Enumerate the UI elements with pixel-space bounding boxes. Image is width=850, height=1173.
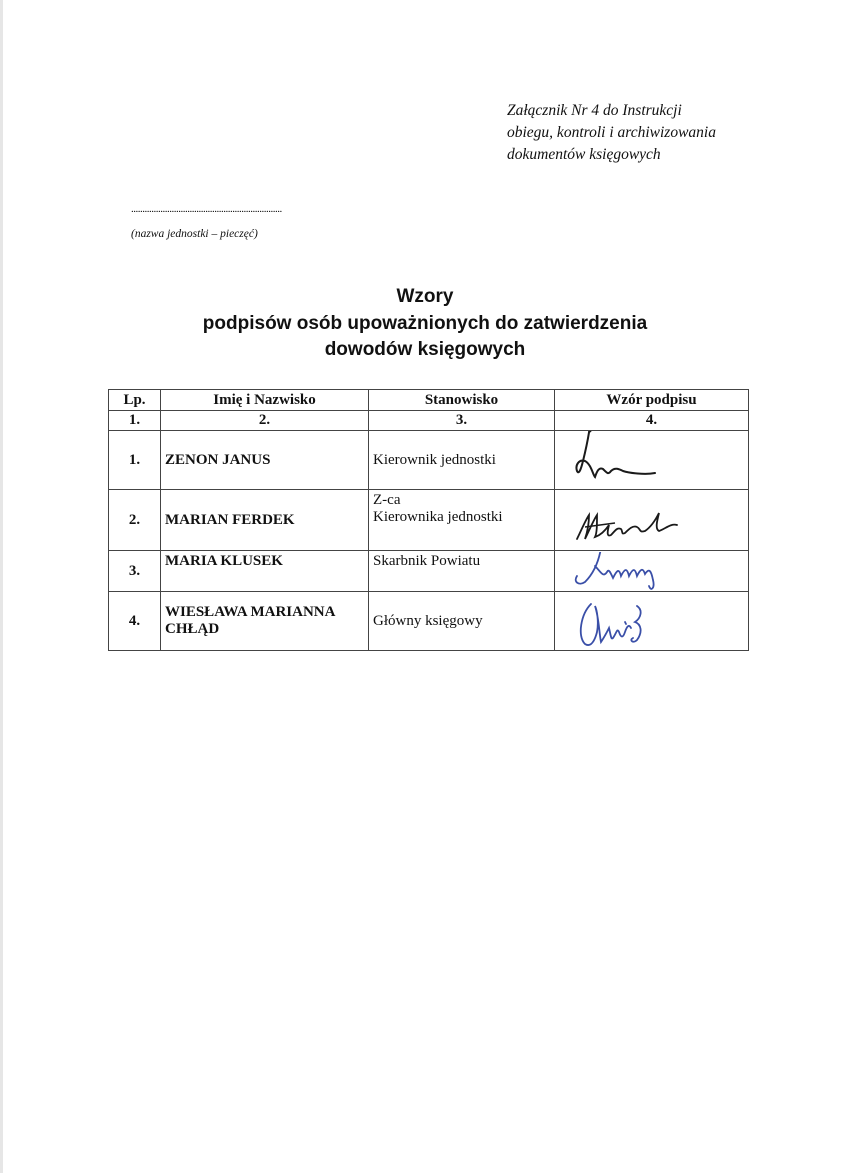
title-line-3: dowodów księgowych [324, 339, 526, 360]
annex-line-1: Załącznik Nr 4 do Instrukcji [507, 102, 682, 119]
annex-note [507, 100, 716, 166]
signature-specimen [555, 490, 749, 551]
column-number-row [109, 411, 749, 431]
column-number: 3. [369, 411, 555, 431]
handwritten-signature-1 [555, 431, 748, 489]
table-row [109, 551, 749, 592]
person-name: MARIAN FERDEK [161, 490, 369, 551]
column-number: 4. [555, 411, 749, 431]
unit-dotted-line: ................................................................... [131, 203, 282, 215]
handwritten-signature-2 [555, 491, 748, 549]
person-position: Główny księgowy [369, 592, 555, 651]
title-line-2: podpisów osób upoważnionych do zatwierdzenia [202, 313, 648, 334]
person-position: Kierownik jednostki [369, 431, 555, 490]
annex-line-2: obiegu, kontroli i archiwizowania [507, 124, 716, 141]
person-position: Skarbnik Powiatu [369, 551, 555, 592]
annex-line-3: dokumentów księgowych [507, 146, 661, 163]
person-position: Z-ca Kierownika jednostki [369, 490, 555, 551]
signature-specimen [555, 551, 749, 592]
row-number: 1. [109, 431, 161, 490]
header-name: Imię i Nazwisko [161, 390, 369, 411]
signature-specimen [555, 431, 749, 490]
table-header-row [109, 390, 749, 411]
signature-specimen [555, 592, 749, 651]
signature-table [108, 389, 749, 651]
title-line-1: Wzory [396, 286, 454, 307]
person-name: WIESŁAWA MARIANNA CHŁĄD [161, 592, 369, 651]
header-lp: Lp. [109, 390, 161, 411]
scan-edge [0, 0, 3, 1173]
row-number: 4. [109, 592, 161, 651]
header-signature: Wzór podpisu [555, 390, 749, 411]
column-number: 1. [109, 411, 161, 431]
handwritten-signature-3 [555, 552, 748, 590]
person-name: MARIA KLUSEK [161, 551, 369, 592]
table-row [109, 592, 749, 651]
column-number: 2. [161, 411, 369, 431]
row-number: 2. [109, 490, 161, 551]
unit-caption: (nazwa jednostki – pieczęć) [131, 228, 258, 240]
table-row [109, 490, 749, 551]
table-row [109, 431, 749, 490]
header-position: Stanowisko [369, 390, 555, 411]
handwritten-signature-4 [555, 592, 748, 650]
row-number: 3. [109, 551, 161, 592]
person-name: ZENON JANUS [161, 431, 369, 490]
